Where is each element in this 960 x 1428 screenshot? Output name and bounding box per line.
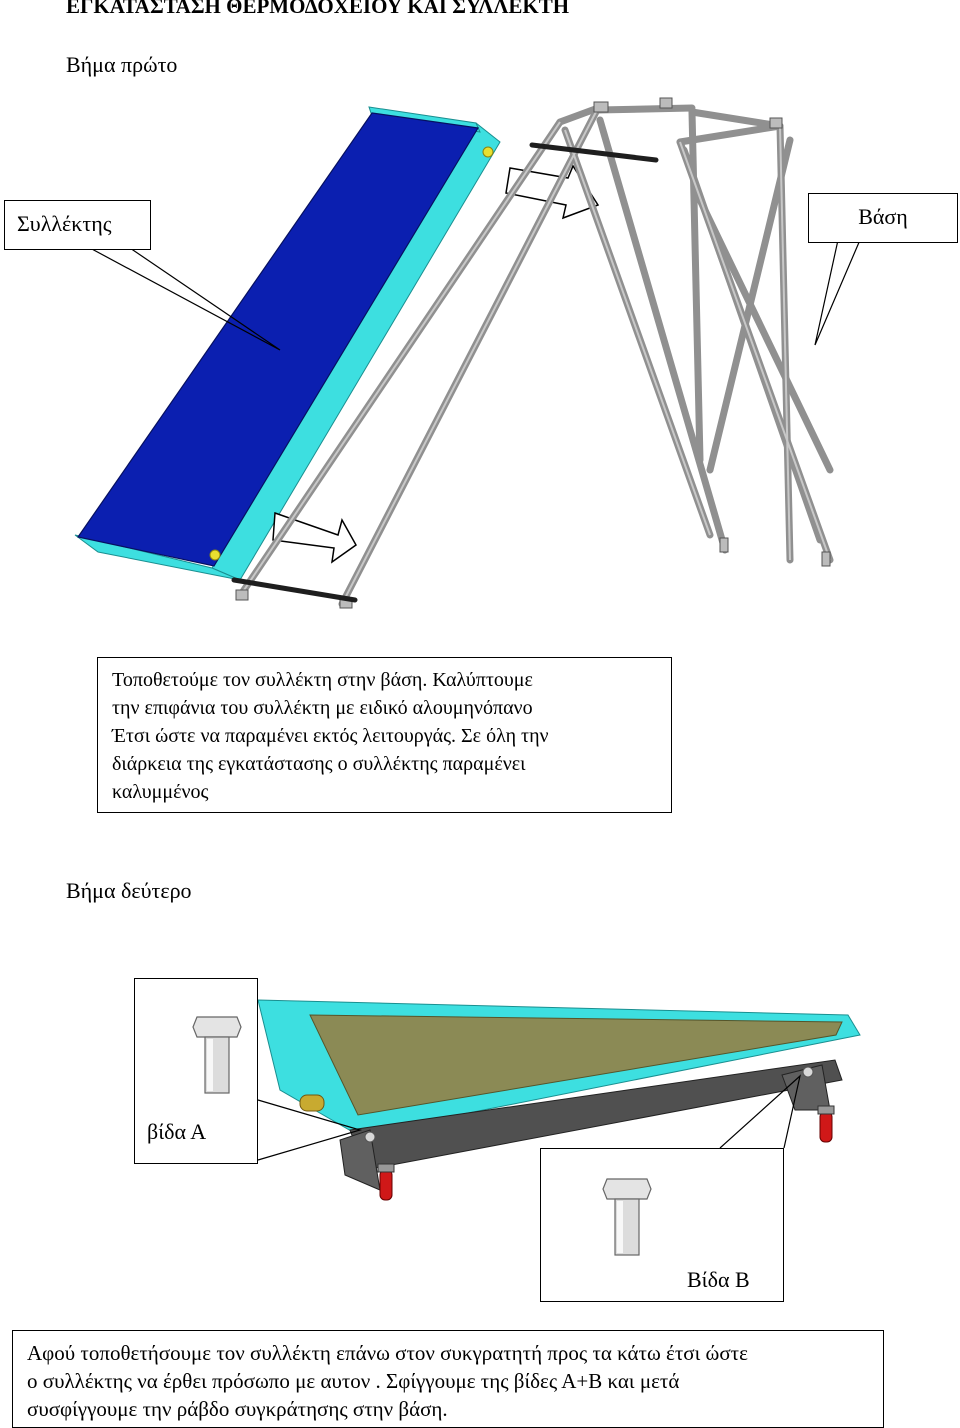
bolt-b-label: Βίδα Β <box>687 1267 750 1292</box>
description-line: Τοποθετούμε τον συλλέκτη στην βάση. Καλύπτουμε <box>112 669 533 691</box>
description-line: Έτσι ώστε να παραμένει εκτός λειτουργάς. Σε όλη την <box>112 725 549 747</box>
base-callout <box>808 193 958 243</box>
base-label: Βάση <box>858 204 908 229</box>
description-line: διάρκεια της εγκατάστασης ο συλλέκτης παραμένει <box>112 753 526 775</box>
description-line: Αφού τοποθετήσουμε τον συλλέκτη επάνω στον συκγρατητή προς τα κάτω έτσι ώστε <box>27 1341 748 1365</box>
collector-callout <box>4 200 151 250</box>
bolt-icon <box>189 1009 249 1099</box>
step-one-title: Βήμα πρώτο <box>66 52 178 77</box>
description-line: συσφίγγουμε την ράβδο συγκράτησης στην βάση. <box>27 1397 448 1421</box>
description-line: ο συλλέκτης να έρθει πρόσωπο με αυτον . Σφίγγουμε της βίδες Α+Β και μετά <box>27 1369 680 1393</box>
bolt-icon <box>599 1171 659 1261</box>
solar-collector-illustration <box>75 107 500 580</box>
step-one-description <box>97 657 672 813</box>
bolt-b-callout <box>540 1148 784 1302</box>
description-line: καλυμμένος <box>112 781 209 803</box>
description-line: την επιφάνια του συλλέκτη με ειδικό αλουμηνόπανο <box>112 697 533 719</box>
step-two-description <box>12 1330 884 1428</box>
step-two-title: Βήμα δεύτερο <box>66 878 192 903</box>
bolt-a-callout <box>134 978 258 1164</box>
collector-label: Συλλέκτης <box>17 211 112 236</box>
arrow-icon <box>273 513 356 562</box>
document-heading: ΕΓΚΑΤΑΣΤΑΣΗ ΘΕΡΜΟΔΟΧΕΙΟΥ ΚΑΙ ΣΥΛΛΕΚΤΗ <box>66 0 570 18</box>
bolt-a-label: βίδα Α <box>147 1119 207 1144</box>
